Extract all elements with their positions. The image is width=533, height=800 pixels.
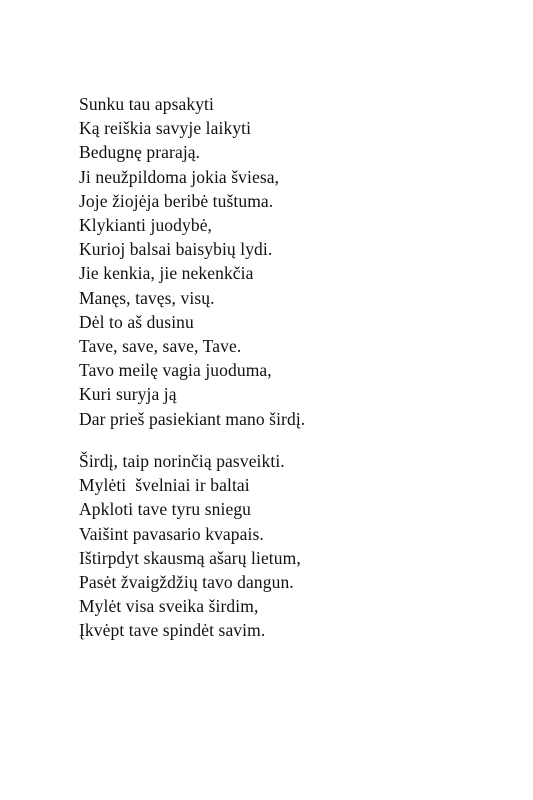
poem-line: Dar prieš pasiekiant mano širdį. — [79, 408, 306, 429]
poem-line: Sunku tau apsakyti — [79, 94, 214, 114]
poem-line: Kurioj balsai baisybių lydi. — [79, 239, 273, 260]
poem-line: Ji neužpildoma jokia šviesa, — [79, 166, 280, 187]
poem-line: Apkloti tave tyru sniegu — [79, 499, 252, 520]
poem-line: Kuri suryja ją — [79, 384, 177, 405]
poem-line: Mylėti švelniai ir baltai — [79, 475, 250, 496]
poem-line: Klykianti juodybė, — [79, 215, 213, 236]
poem-line: Pasėt žvaigždžių tavo dangun. — [79, 572, 294, 593]
poem-line: Dėl to aš dusinu — [79, 311, 194, 332]
poem-line: Įkvėpt tave spindėt savim. — [79, 620, 266, 641]
poem-line: Tave, save, save, Tave. — [79, 336, 242, 357]
poem-line: Ištirpdyt skausmą ašarų lietum, — [79, 547, 301, 568]
poem-stanza-2 — [79, 449, 301, 643]
poem-line: Manęs, tavęs, visų. — [79, 287, 215, 308]
poem-line: Ką reiškia savyje laikyti — [79, 118, 252, 139]
poem-stanza-1 — [79, 92, 305, 431]
poem-line: Bedugnę prarają. — [79, 142, 201, 163]
poem-line: Joje žiojėja beribė tuštuma. — [79, 190, 274, 211]
poem-line: Tavo meilę vagia juoduma, — [79, 360, 272, 381]
poem-line: Mylėt visa sveika širdim, — [79, 596, 259, 617]
poem-line: Jie kenkia, jie nekenkčia — [79, 263, 254, 284]
poem-line: Širdį, taip norinčią pasveikti. — [79, 451, 285, 471]
poem-line: Vaišint pavasario kvapais. — [79, 523, 264, 544]
